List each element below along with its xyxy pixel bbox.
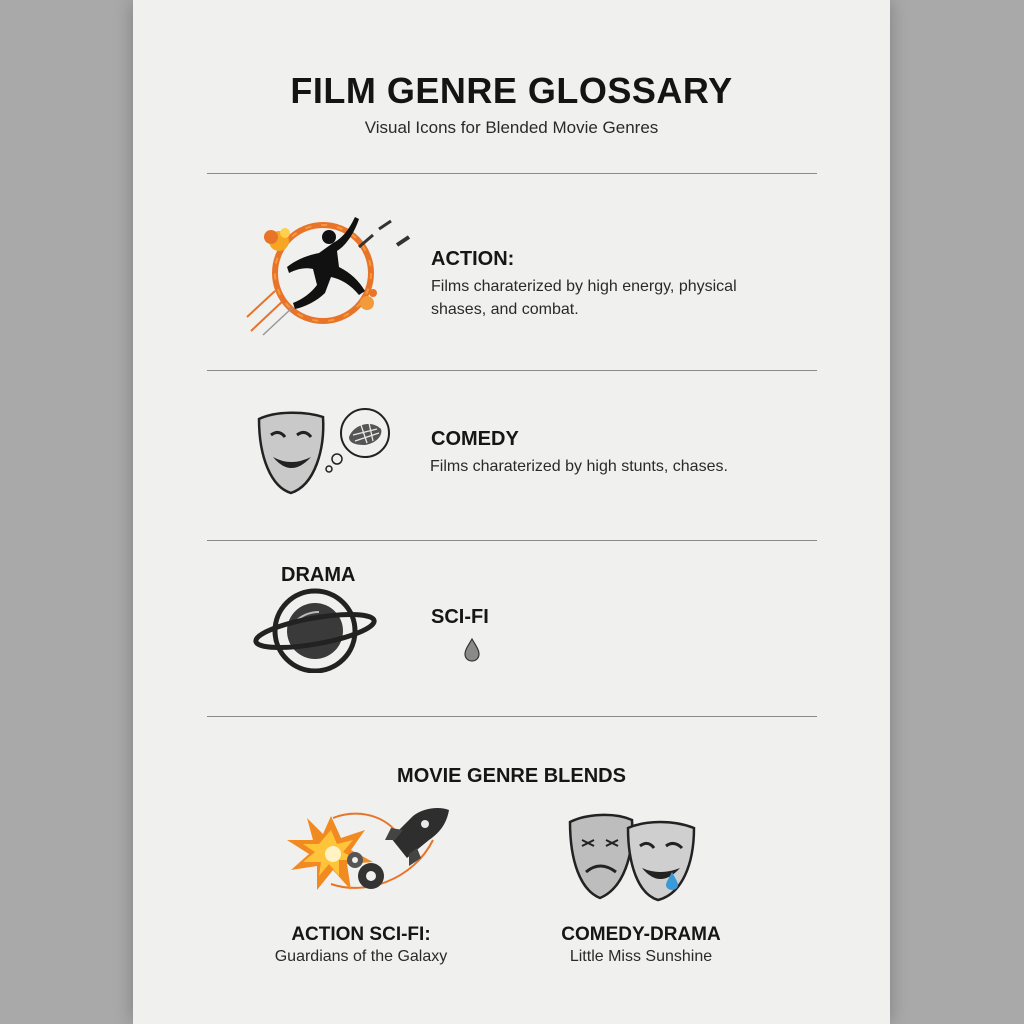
divider <box>207 173 817 174</box>
scifi-title: SCI-FI <box>431 606 489 628</box>
divider <box>207 370 817 371</box>
explosion-rocket-icon <box>273 800 458 900</box>
running-figure-icon <box>241 207 416 342</box>
theater-masks-icon <box>566 810 701 902</box>
action-title: ACTION: <box>431 248 515 270</box>
planet-icon <box>253 588 378 673</box>
comedy-title: COMEDY <box>431 428 519 450</box>
comedy-mask-icon <box>255 405 395 500</box>
page-title: FILM GENRE GLOSSARY <box>290 70 733 111</box>
blend-action-scifi-example: Guardians of the Galaxy <box>274 948 448 965</box>
drama-title: DRAMA <box>281 564 356 586</box>
teardrop-icon <box>464 638 480 662</box>
comedy-description: Films charaterized by high stunts, chases. <box>430 458 728 475</box>
page-subtitle: Visual Icons for Blended Movie Genres <box>364 118 659 137</box>
blends-heading: MOVIE GENRE BLENDS <box>397 765 626 787</box>
divider <box>207 540 817 541</box>
glossary-page <box>133 0 890 1024</box>
divider <box>207 716 817 717</box>
action-description: Films charaterized by high energy, physical shases, and combat. <box>431 278 737 318</box>
blend-comedy-drama-example: Little Miss Sunshine <box>569 948 713 965</box>
blend-action-scifi-title: ACTION SCI-FI: <box>291 924 431 945</box>
blend-comedy-drama-title: COMEDY-DRAMA <box>561 924 721 945</box>
